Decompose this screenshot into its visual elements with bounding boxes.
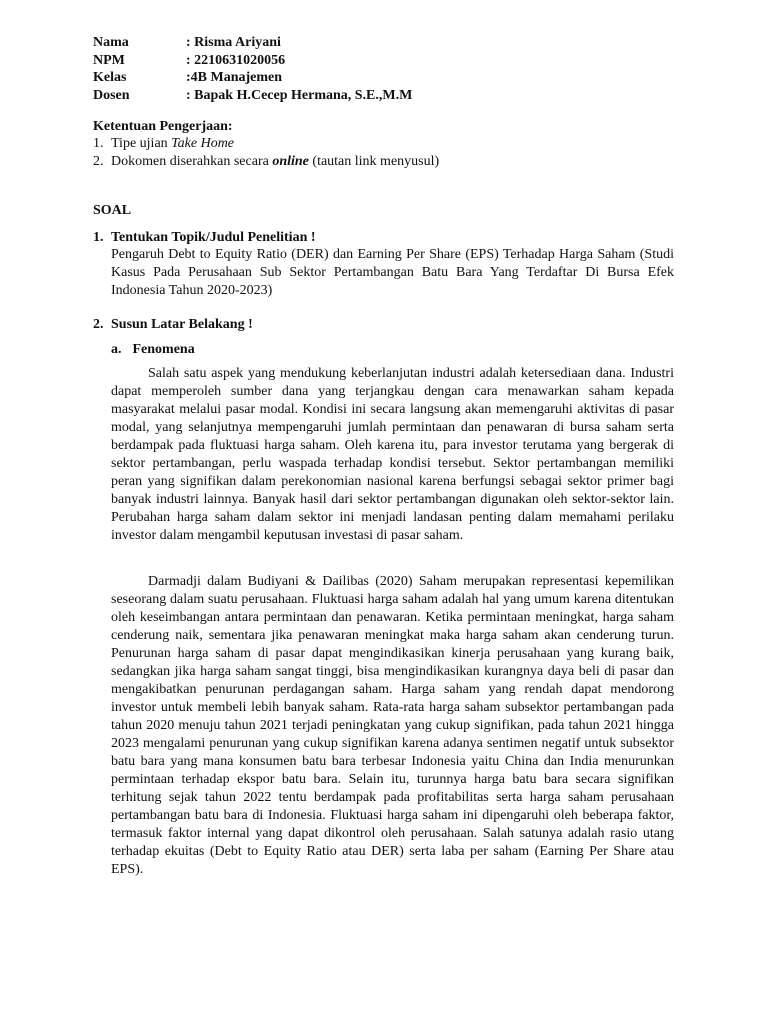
- list-number: 2.: [93, 153, 104, 169]
- subsection-letter: a.: [111, 342, 122, 357]
- question-1-answer: Pengaruh Debt to Equity Ratio (DER) dan Earning Per Share (EPS) Terhadap Harga Saham (Studi Kasus Pada Perusahaan Sub Sektor Pertambangan Batu Bara Yang Terdaftar Di Bursa Efek Indonesia Tahun 2020-2023): [111, 247, 674, 298]
- question-title: Susun Latar Belakang !: [111, 317, 253, 332]
- subsection-title: Fenomena: [132, 342, 195, 357]
- question-number: 2.: [93, 317, 104, 332]
- list-tail: (tautan link menyusul): [308, 153, 440, 169]
- info-label: NPM: [93, 52, 125, 68]
- list-text: Tipe ujian: [111, 136, 172, 151]
- ketentuan-title: Ketentuan Pengerjaan:: [93, 119, 233, 134]
- question-title: Tentukan Topik/Judul Penelitian !: [111, 230, 316, 245]
- soal-heading: SOAL: [93, 203, 132, 218]
- info-value: : 2210631020056: [186, 52, 286, 68]
- info-value: :4B Manajemen: [186, 70, 283, 85]
- list-strong: online: [272, 153, 309, 169]
- subsection-fenomena: [111, 341, 195, 359]
- info-value: : Bapak H.Cecep Hermana, S.E.,M.M: [186, 87, 413, 103]
- ketentuan-item-1: [93, 135, 439, 153]
- ketentuan-item-2: [93, 153, 439, 171]
- question-number: 1.: [93, 230, 104, 245]
- info-row-kelas: [93, 69, 412, 87]
- info-label: Dosen: [93, 87, 130, 103]
- list-text: Dokomen diserahkan secara: [111, 153, 273, 169]
- info-label: Nama: [93, 35, 129, 50]
- info-value: : Risma Ariyani: [186, 35, 281, 50]
- list-number: 1.: [93, 136, 104, 151]
- paragraph-2: Darmadji dalam Budiyani & Dailibas (2020) Saham merupakan representasi kepemilikan seseorang dalam suatu perusahaan. Fluktuasi harga saham adalah hal yang umum karena ditentukan oleh keseimbangan antara permintaan dan penawaran. Ketika permintaan meningkat, harga saham cenderung naik, sementara jika penawaran meningkat maka harga saham akan cenderung turun. Penurunan harga saham di pasar dapat mengindikasikan kinerja perusahaan yang kurang baik, sedangkan jika harga saham sangat tinggi, bisa mengindikasikan kurangnya daya beli di pasar dan mengakibatkan penurunan perdagangan saham. Harga saham yang rendah dapat mendorong investor untuk membeli lebih banyak saham. Rata-rata harga saham subsektor pertambangan pada tahun 2020 menuju tahun 2021 terjadi peningkatan yang cukup signifikan, pada tahun 2021 hingga 2023 mengalami penurunan yang cukup signifikan karena adanya sentimen negatif untuk subsektor batu bara yang mana konsumen batu bara terbesar Indonesia yaitu China dan India menurunkan permintaan terhadap ekspor batu bara. Selain itu, turunnya harga batu bara secara signifikan terhitung sejak tahun 2022 tentu berdampak pada profitabilitas serta harga saham perusahaan pertambangan batu bara di Indonesia. Fluktuasi harga saham ini dipengaruhi oleh beberapa faktor, termasuk faktor internal yang dapat dikontrol oleh perusahaan. Salah satunya adalah rasio utang terhadap ekuitas (Debt to Equity Ratio atau DER) serta laba per saham (Earning Per Share atau EPS).: [111, 574, 674, 877]
- info-label: Kelas: [93, 70, 127, 85]
- ketentuan-list: [93, 135, 439, 170]
- info-row-npm: [93, 52, 412, 70]
- student-info: [93, 34, 412, 104]
- paragraph-1: Salah satu aspek yang mendukung keberlanjutan industri adalah ketersediaan dana. Industri dapat memperoleh sumber dana yang terjangkau dengan cara menawarkan saham kepada masyarakat melalui pasar modal. Kondisi ini secara langsung akan memengaruhi aktivitas di pasar modal, yang selanjutnya mempengaruhi jumlah permintaan dan penawaran di bursa saham serta berdampak pada fluktuasi harga saham. Oleh karena itu, para investor terutama yang bergerak di sektor pertambangan, perlu waspada terhadap kondisi tersebut. Sektor pertambangan memiliki peran yang signifikan dalam perekonomian nasional karena berfungsi sebagai sektor primer bagi banyak industri lainnya. Banyak hasil dari sektor pertambangan digunakan oleh sektor-sektor lain. Perubahan harga saham dalam sektor ini menjadi landasan penting dalam memahami perilaku investor dalam mengambil keputusan investasi di pasar saham.: [111, 366, 674, 543]
- list-emphasis: Take Home: [171, 136, 235, 151]
- info-row-dosen: [93, 87, 412, 105]
- info-row-nama: [93, 34, 412, 52]
